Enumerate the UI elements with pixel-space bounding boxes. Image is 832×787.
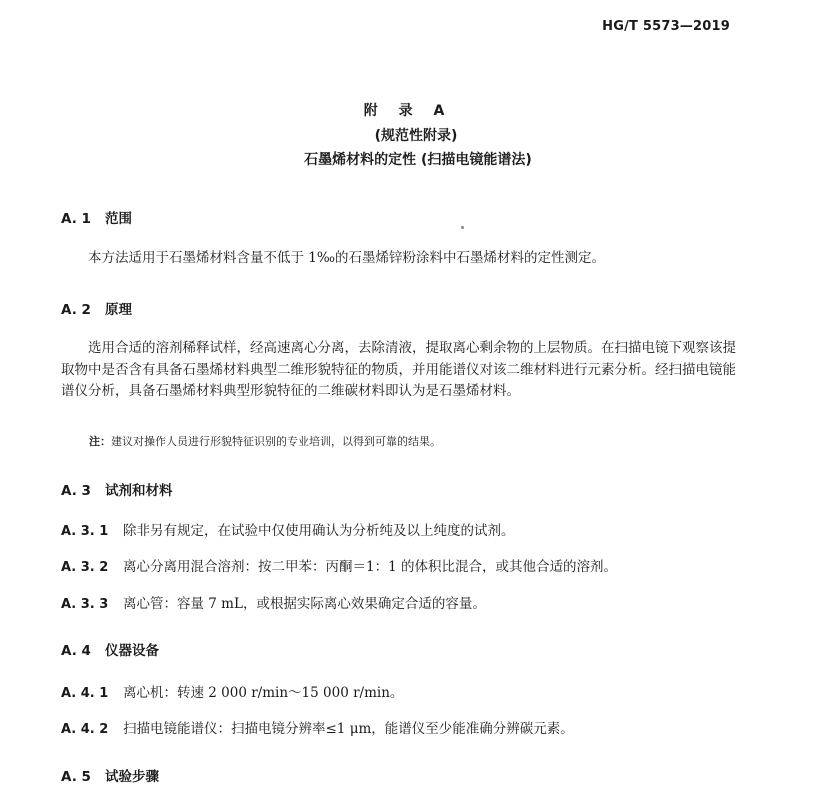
section-heading-a3 xyxy=(61,479,173,499)
appendix-title: 附 录 A xyxy=(363,103,453,119)
section-a2-paragraph: 选用合适的溶剂稀释试样，经高速离心分离，去除清液，提取离心剩余物的上层物质。在扫描电镜下观察该提取物中是否含有具备石墨烯材料典型二维形貌特征的物质，并用能谱仪对该二维材料进行元素分析。经扫描电镜能谱仪分析，具备石墨烯材料典型形貌特征的二维碳材料即认为是石墨烯材料。 xyxy=(61,340,736,399)
clause-text: 离心分离用混合溶剂：按二甲苯：丙酮＝1：1 的体积比混合，或其他合适的溶剂。 xyxy=(123,559,617,575)
clause-text: 离心管：容量 7 mL，或根据实际离心效果确定合适的容量。 xyxy=(123,596,486,612)
clause-a3-3 xyxy=(61,592,486,612)
clause-number: A. 3. 3 xyxy=(61,597,109,612)
section-title: 范围 xyxy=(105,211,132,227)
section-title: 试剂和材料 xyxy=(105,483,173,499)
section-heading-a4 xyxy=(61,639,159,659)
section-heading-a1 xyxy=(61,207,132,227)
clause-a4-2 xyxy=(61,717,574,737)
clause-number: A. 4. 1 xyxy=(61,686,109,701)
section-number: A. 4 xyxy=(61,643,91,659)
section-number: A. 2 xyxy=(61,302,91,318)
clause-a4-1 xyxy=(61,681,403,701)
clause-text: 离心机：转速 2 000 r/min～15 000 r/min。 xyxy=(123,685,404,701)
appendix-nature: (规范性附录) xyxy=(374,128,458,144)
clause-a3-2 xyxy=(61,555,617,575)
clause-number: A. 3. 2 xyxy=(61,560,109,575)
standard-code: HG/T 5573—2019 xyxy=(602,19,730,34)
section-heading-a2 xyxy=(61,298,132,318)
section-number: A. 5 xyxy=(61,769,91,785)
clause-text: 除非另有规定，在试验中仅使用确认为分析纯及以上纯度的试剂。 xyxy=(123,523,515,539)
clause-a3-1 xyxy=(61,519,515,539)
section-title: 试验步骤 xyxy=(105,769,159,785)
clause-text: 扫描电镜能谱仪：扫描电镜分辨率≤1 μm，能谱仪至少能准确分辨碳元素。 xyxy=(123,721,574,737)
clause-number: A. 3. 1 xyxy=(61,524,109,539)
section-a1-paragraph: 本方法适用于石墨烯材料含量不低于 1‰的石墨烯锌粉涂料中石墨烯材料的定性测定。 xyxy=(88,250,605,266)
section-title: 原理 xyxy=(105,302,132,318)
clause-number: A. 4. 2 xyxy=(61,722,109,737)
note-text: 建议对操作人员进行形貌特征识别的专业培训，以得到可靠的结果。 xyxy=(111,435,441,448)
appendix-subject: 石墨烯材料的定性 (扫描电镜能谱法) xyxy=(304,152,532,168)
section-heading-a5 xyxy=(61,765,159,785)
section-number: A. 1 xyxy=(61,211,91,227)
section-title: 仪器设备 xyxy=(105,643,159,659)
note-label: 注： xyxy=(89,435,111,448)
scan-speck xyxy=(461,226,464,229)
section-a2-note xyxy=(89,433,441,449)
section-number: A. 3 xyxy=(61,483,91,499)
